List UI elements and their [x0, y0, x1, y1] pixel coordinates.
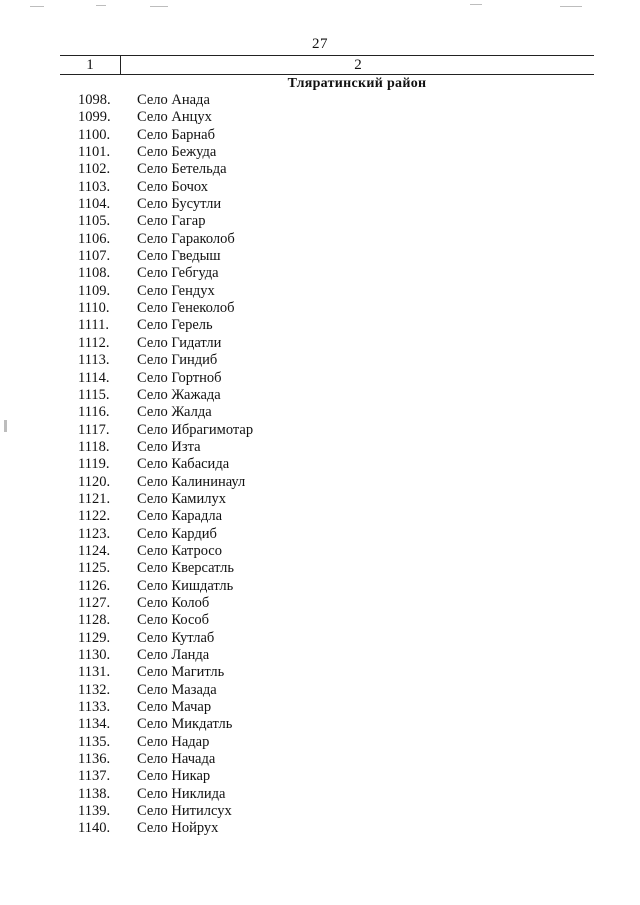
- entry-number: 1135.: [78, 733, 111, 750]
- entry-name: Село Бетельда: [137, 161, 227, 178]
- entry-name: Село Гведыш: [137, 248, 221, 265]
- page-number: 27: [312, 36, 328, 52]
- entry-name: Село Кособ: [137, 612, 210, 629]
- table-header-col-1: 1: [86, 57, 94, 73]
- entry-number: 1129.: [78, 629, 111, 646]
- list-item: [0, 231, 640, 248]
- entry-name: Село Барнаб: [137, 126, 215, 143]
- entry-name: Село Жажада: [137, 386, 221, 403]
- entry-name: Село Кабасида: [137, 456, 230, 473]
- list-item: [0, 456, 640, 473]
- entry-number: 1115.: [78, 386, 110, 403]
- list-item: [0, 543, 640, 560]
- list-item: [0, 439, 640, 456]
- entry-name: Село Нитилсух: [137, 803, 232, 820]
- entry-number: 1106.: [78, 230, 111, 247]
- list-item: [0, 751, 640, 768]
- scan-speck: [560, 6, 582, 7]
- entry-number: 1101.: [78, 144, 111, 161]
- list-item: [0, 508, 640, 525]
- scan-speck: [30, 6, 44, 7]
- entry-name: Село Колоб: [137, 594, 210, 611]
- list-item: [0, 595, 640, 612]
- list-item: [0, 474, 640, 491]
- entry-name: Село Гендух: [137, 282, 215, 299]
- list-item: [0, 404, 640, 421]
- entry-name: Село Мачар: [137, 699, 212, 716]
- entry-number: 1116.: [78, 404, 110, 421]
- entry-number: 1110.: [78, 300, 110, 317]
- entry-name: Село Бочох: [137, 178, 209, 195]
- entry-number: 1137.: [78, 768, 111, 785]
- entry-name: Село Мазада: [137, 681, 217, 698]
- list-item: [0, 144, 640, 161]
- entry-name: Село Катросо: [137, 542, 222, 559]
- entry-number: 1128.: [78, 612, 111, 629]
- entry-number: 1134.: [78, 716, 111, 733]
- entry-name: Село Гидатли: [137, 334, 222, 351]
- list-item: [0, 682, 640, 699]
- entry-name: Село Кутлаб: [137, 629, 215, 646]
- entry-number: 1102.: [78, 161, 111, 178]
- list-item: [0, 161, 640, 178]
- entry-name: Село Никар: [137, 768, 211, 785]
- entry-name: Село Кишдатль: [137, 577, 234, 594]
- list-item: [0, 560, 640, 577]
- list-item: [0, 699, 640, 716]
- entry-number: 1121.: [78, 490, 111, 507]
- list-item: [0, 196, 640, 213]
- entry-name: Село Гараколоб: [137, 230, 235, 247]
- list-item: [0, 422, 640, 439]
- list-item: [0, 317, 640, 334]
- list-item: [0, 716, 640, 733]
- entry-number: 1111.: [78, 317, 110, 334]
- list-item: [0, 647, 640, 664]
- entry-name: Село Гортноб: [137, 369, 222, 386]
- entry-number: 1125.: [78, 560, 111, 577]
- entry-name: Село Ибрагимотар: [137, 421, 254, 438]
- entry-number: 1098.: [78, 92, 111, 108]
- list-item: [0, 768, 640, 785]
- entry-name: Село Герель: [137, 317, 213, 334]
- entry-name: Село Начада: [137, 751, 216, 768]
- list-item: [0, 352, 640, 369]
- entry-name: Село Калининаул: [137, 473, 246, 490]
- table-header-row: [60, 55, 594, 75]
- entry-number: 1099.: [78, 109, 111, 126]
- entry-name: Село Анцух: [137, 109, 212, 126]
- list-item: [0, 734, 640, 751]
- entry-number: 1117.: [78, 421, 110, 438]
- entry-number: 1124.: [78, 542, 111, 559]
- entry-name: Село Изта: [137, 438, 201, 455]
- entry-name: Село Камилух: [137, 490, 226, 507]
- list-item: [0, 335, 640, 352]
- list-item: [0, 92, 640, 109]
- entry-number: 1112.: [78, 334, 110, 351]
- entry-number: 1132.: [78, 681, 111, 698]
- scan-speck: [4, 420, 7, 432]
- entry-name: Село Карадла: [137, 508, 223, 525]
- entry-name: Село Жалда: [137, 404, 212, 421]
- entry-name: Село Надар: [137, 733, 210, 750]
- entry-number: 1119.: [78, 456, 110, 473]
- entry-name: Село Кардиб: [137, 525, 217, 542]
- scan-speck: [96, 5, 106, 6]
- list-item: [0, 526, 640, 543]
- scan-speck: [150, 6, 168, 7]
- list-item: [0, 820, 640, 837]
- list-item: [0, 248, 640, 265]
- entry-number: 1104.: [78, 196, 111, 213]
- list-item: [0, 213, 640, 230]
- list-item: [0, 387, 640, 404]
- entry-name: Село Ланда: [137, 647, 210, 663]
- entry-number: 1118.: [78, 438, 110, 455]
- entry-number: 1130.: [78, 647, 111, 663]
- entry-name: Село Бусутли: [137, 196, 222, 213]
- entry-name: Село Анада: [137, 92, 210, 108]
- entry-number: 1107.: [78, 248, 111, 265]
- entry-name: Село Микдатль: [137, 716, 233, 733]
- scan-speck: [470, 4, 482, 5]
- list-item: [0, 127, 640, 144]
- entry-number: 1126.: [78, 577, 111, 594]
- settlement-list: [0, 92, 640, 838]
- list-item: [0, 630, 640, 647]
- entry-number: 1120.: [78, 473, 111, 490]
- list-item: [0, 491, 640, 508]
- entry-name: Село Никлида: [137, 785, 226, 802]
- entry-number: 1123.: [78, 525, 111, 542]
- entry-number: 1133.: [78, 699, 111, 716]
- entry-number: 1122.: [78, 508, 111, 525]
- entry-name: Село Гагар: [137, 213, 206, 230]
- list-item: [0, 283, 640, 300]
- entry-name: Село Генеколоб: [137, 300, 235, 317]
- list-item: [0, 109, 640, 126]
- entry-number: 1103.: [78, 178, 111, 195]
- entry-name: Село Нойрух: [137, 820, 219, 837]
- entry-number: 1136.: [78, 751, 111, 768]
- list-item: [0, 803, 640, 820]
- list-item: [0, 612, 640, 629]
- entry-name: Село Бежуда: [137, 144, 217, 161]
- list-item: [0, 578, 640, 595]
- entry-number: 1139.: [78, 803, 111, 820]
- entry-name: Село Гиндиб: [137, 352, 218, 369]
- list-item: [0, 664, 640, 681]
- list-item: [0, 300, 640, 317]
- entry-name: Село Гебгуда: [137, 265, 219, 282]
- entry-number: 1105.: [78, 213, 111, 230]
- entry-number: 1138.: [78, 785, 111, 802]
- entry-number: 1140.: [78, 820, 111, 837]
- entry-number: 1114.: [78, 369, 110, 386]
- entry-number: 1108.: [78, 265, 111, 282]
- district-title: Тляратинский район: [287, 76, 427, 91]
- list-item: [0, 370, 640, 387]
- list-item: [0, 179, 640, 196]
- entry-number: 1109.: [78, 282, 111, 299]
- entry-number: 1100.: [78, 126, 111, 143]
- table-header-col-2: 2: [120, 56, 595, 74]
- entry-name: Село Магитль: [137, 664, 225, 681]
- list-item: [0, 786, 640, 803]
- entry-number: 1113.: [78, 352, 110, 369]
- list-item: [0, 265, 640, 282]
- entry-number: 1127.: [78, 594, 111, 611]
- entry-name: Село Кверсатль: [137, 560, 235, 577]
- entry-number: 1131.: [78, 664, 111, 681]
